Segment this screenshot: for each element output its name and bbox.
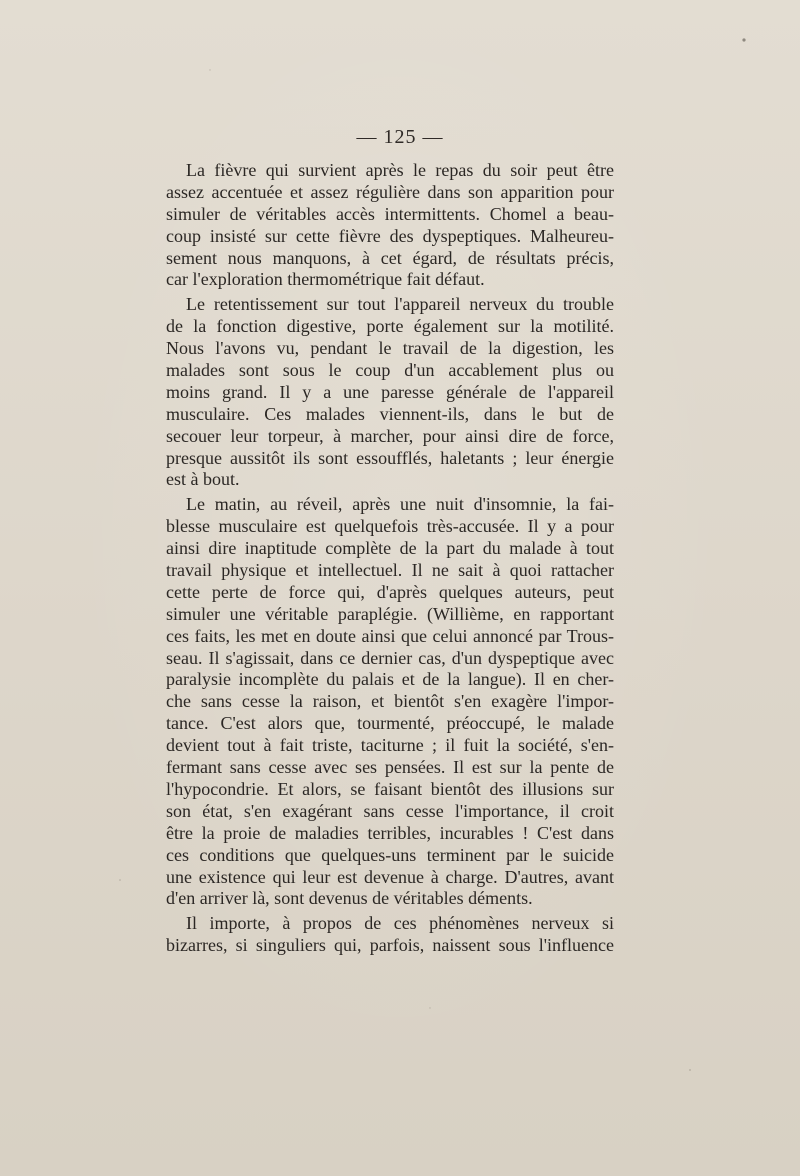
text-line: devient tout à fait triste, taciturne ; il fuit la société, s'en- [166,735,614,756]
text-line: che sans cesse la raison, et bientôt s'en exagère l'impor- [166,691,614,712]
text-line: de la fonction digestive, porte également sur la motilité. [166,316,614,337]
text-line: simuler de véritables accès intermittents. Chomel a beau- [166,203,614,224]
paragraph [166,494,614,910]
text-line: ces faits, les met en doute ainsi que celui annoncé par Trous- [166,625,614,646]
paragraph [166,294,614,491]
text-line: être la proie de maladies terribles, incurables ! C'est dans [166,822,614,843]
text-line: fermant sans cesse avec ses pensées. Il est sur la pente de [166,757,614,778]
text-line: travail physique et intellectuel. Il ne sait à quoi rattacher [166,560,614,581]
text-line: secouer leur torpeur, à marcher, pour ainsi dire de force, [166,425,614,446]
text-line: sement nous manquons, à cet égard, de résultats précis, [166,247,614,268]
text-line: Le matin, au réveil, après une nuit d'insomnie, la fai- [186,494,614,515]
page-number: — 125 — [356,126,444,148]
text-line: musculaire. Ces malades viennent-ils, dans le but de [166,403,614,424]
text-line: Nous l'avons vu, pendant le travail de la digestion, les [166,338,614,359]
text-line: moins grand. Il y a une paresse générale de l'appareil [166,381,614,402]
text-line: Le retentissement sur tout l'appareil nerveux du trouble [186,294,614,315]
text-line: assez accentuée et assez régulière dans son apparition pour [166,181,614,202]
text-line: Il importe, à propos de ces phénomènes nerveux si [186,913,614,934]
text-line: car l'exploration thermométrique fait défaut. [166,269,485,290]
text-line: malades sont sous le coup d'un accablement plus ou [166,360,614,381]
text-line: tance. C'est alors que, tourmenté, préoccupé, le malade [166,713,614,734]
text-line: ces conditions que quelques-uns terminent par le suicide [166,844,614,865]
text-line: coup insisté sur cette fièvre des dyspeptiques. Malheureu- [166,225,614,246]
text-line: paralysie incomplète du palais et de la langue). Il en cher- [166,669,614,690]
text-line: l'hypocondrie. Et alors, se faisant bientôt des illusions sur [166,778,614,799]
text-line: La fièvre qui survient après le repas du soir peut être [186,160,614,180]
text-line: est à bout. [166,469,240,490]
text-line: seau. Il s'agissait, dans ce dernier cas, d'un dyspeptique avec [166,647,614,668]
text-line: blesse musculaire est quelquefois très-accusée. Il y a pour [166,516,614,537]
text-line: cette perte de force qui, d'après quelques auteurs, peut [166,581,614,602]
body-text [166,160,614,957]
paragraph [166,160,614,291]
text-line: son état, s'en exagérant sans cesse l'importance, il croit [166,800,614,821]
text-line: presque aussitôt ils sont essoufflés, haletants ; leur énergie [166,447,614,468]
text-line: bizarres, si singuliers qui, parfois, naissent sous l'influence [166,935,614,956]
text-line: d'en arriver là, sont devenus de véritables déments. [166,888,533,909]
text-line: simuler une véritable paraplégie. (Willième, en rapportant [166,603,614,624]
text-line: une existence qui leur est devenue à charge. D'autres, avant [166,866,614,887]
paragraph [166,913,614,957]
text-line: ainsi dire inaptitude complète de la part du malade à tout [166,538,614,559]
